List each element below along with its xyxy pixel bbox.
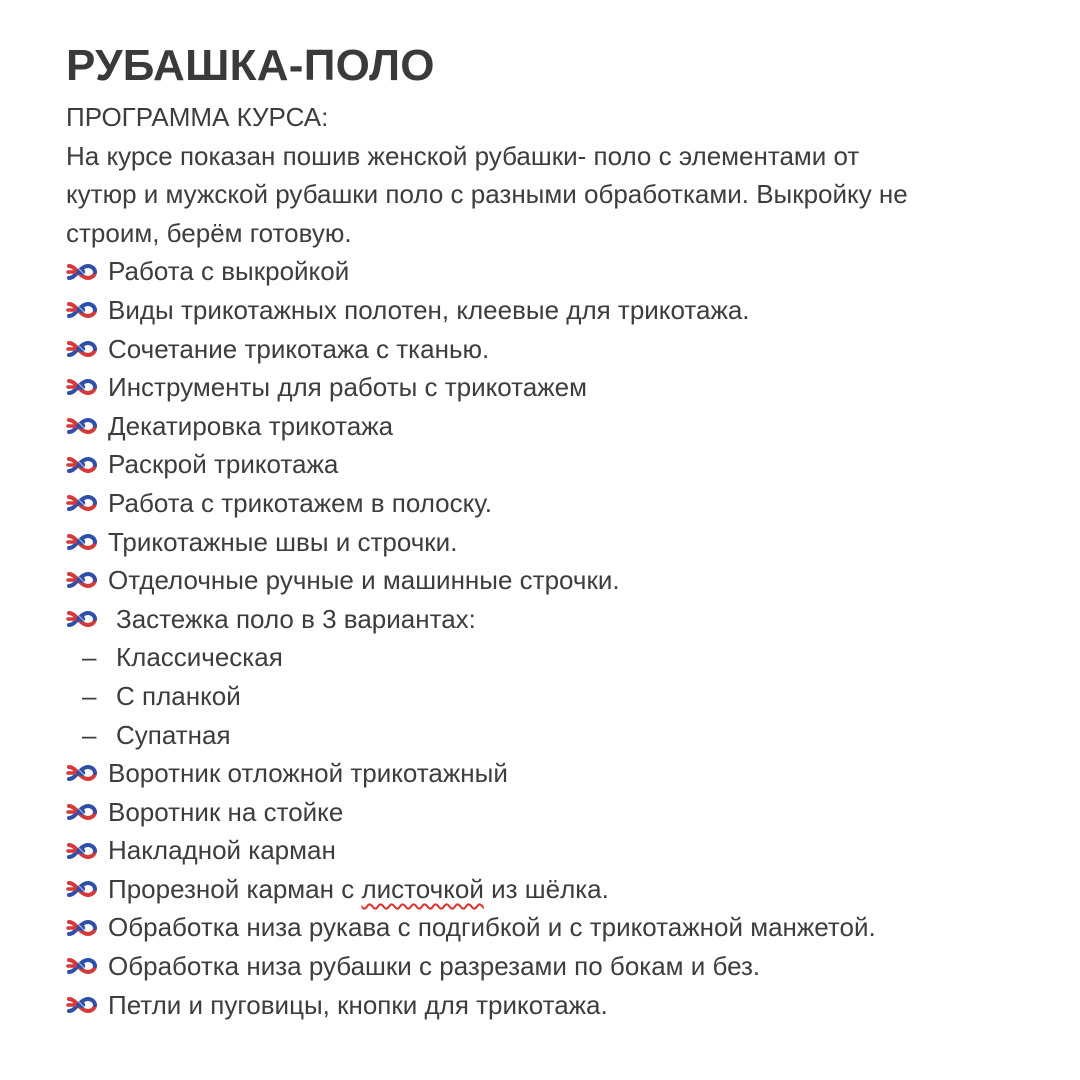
knot-icon bbox=[66, 878, 98, 900]
knot-icon bbox=[66, 840, 98, 862]
sub-list-item bbox=[66, 677, 1056, 716]
knot-icon bbox=[66, 994, 98, 1016]
page-title: РУБАШКА-ПОЛО bbox=[66, 41, 435, 90]
course-program-heading: ПРОГРАММА КУРСА: bbox=[66, 102, 329, 132]
list-item bbox=[66, 561, 1056, 600]
knot-icon bbox=[66, 917, 98, 939]
list-item bbox=[66, 986, 1056, 1025]
knot-icon bbox=[66, 531, 98, 553]
list-item bbox=[66, 523, 1056, 562]
intro-line: На курсе показан пошив женской рубашки- поло с элементами от bbox=[66, 140, 860, 171]
list-item bbox=[66, 870, 1056, 909]
list-item-text: Работа с выкройкой bbox=[108, 256, 350, 287]
sub-list-item-text: Классическая bbox=[116, 642, 283, 673]
dash-marker: – bbox=[82, 719, 97, 750]
document-page bbox=[66, 40, 1056, 1024]
knot-icon bbox=[66, 299, 98, 321]
list-item-text: Работа с трикотажем в полоску. bbox=[108, 487, 492, 518]
knot-icon bbox=[66, 608, 98, 630]
knot-icon bbox=[66, 801, 98, 823]
knot-icon bbox=[66, 261, 98, 283]
list-item-text bbox=[108, 870, 609, 909]
list-item-text: Воротник отложной трикотажный bbox=[108, 758, 508, 789]
list-item-text: Накладной карман bbox=[108, 835, 336, 866]
list-item-text: Обработка низа рукава с подгибкой и с трикотажной манжетой. bbox=[108, 912, 876, 943]
list-item bbox=[66, 330, 1056, 369]
list-item-text: Раскрой трикотажа bbox=[108, 449, 339, 480]
list-item-text: Воротник на стойке bbox=[108, 796, 344, 827]
sub-list-item-text: С планкой bbox=[116, 680, 241, 711]
list-item-text: Сочетание трикотажа с тканью. bbox=[108, 333, 490, 364]
sub-list-item-text: Супатная bbox=[116, 719, 231, 750]
list-item bbox=[66, 947, 1056, 986]
list-item bbox=[66, 368, 1056, 407]
knot-icon bbox=[66, 569, 98, 591]
list-item-text: Петли и пуговицы, кнопки для трикотажа. bbox=[108, 989, 608, 1020]
intro-line: кутюр и мужской рубашки поло с разными обработками. Выкройку не bbox=[66, 179, 908, 210]
sub-list-item bbox=[66, 716, 1056, 755]
list-item bbox=[66, 831, 1056, 870]
dash-marker: – bbox=[82, 642, 97, 673]
list-item-text: Обработка низа рубашки с разрезами по бокам и без. bbox=[108, 951, 761, 982]
list-item-text: Застежка поло в 3 вариантах: bbox=[116, 603, 476, 634]
list-item-text: Декатировка трикотажа bbox=[108, 410, 394, 441]
text-after: из шёлка. bbox=[483, 873, 609, 904]
knot-icon bbox=[66, 376, 98, 398]
intro-line: строим, берём готовую. bbox=[66, 217, 352, 248]
list-item-text: Отделочные ручные и машинные строчки. bbox=[108, 565, 620, 596]
knot-icon bbox=[66, 415, 98, 437]
list-item bbox=[66, 754, 1056, 793]
list-item bbox=[66, 252, 1056, 291]
list-item bbox=[66, 908, 1056, 947]
list-item bbox=[66, 445, 1056, 484]
knot-icon bbox=[66, 492, 98, 514]
list-item-text: Трикотажные швы и строчки. bbox=[108, 526, 458, 557]
text-before: Прорезной карман с bbox=[108, 873, 362, 904]
list-item bbox=[66, 600, 1056, 639]
knot-icon bbox=[66, 338, 98, 360]
dash-marker: – bbox=[82, 680, 97, 711]
list-item bbox=[66, 793, 1056, 832]
list-item-text: Виды трикотажных полотен, клеевые для трикотажа. bbox=[108, 294, 750, 325]
knot-icon bbox=[66, 955, 98, 977]
spellcheck-flagged-word[interactable]: листочкой bbox=[361, 873, 484, 904]
list-item bbox=[66, 407, 1056, 446]
knot-icon bbox=[66, 454, 98, 476]
program-list bbox=[66, 252, 1056, 1024]
course-intro bbox=[66, 137, 1006, 253]
list-item-text: Инструменты для работы с трикотажем bbox=[108, 372, 587, 403]
list-item bbox=[66, 291, 1056, 330]
sub-list-item bbox=[66, 638, 1056, 677]
list-item bbox=[66, 484, 1056, 523]
knot-icon bbox=[66, 762, 98, 784]
